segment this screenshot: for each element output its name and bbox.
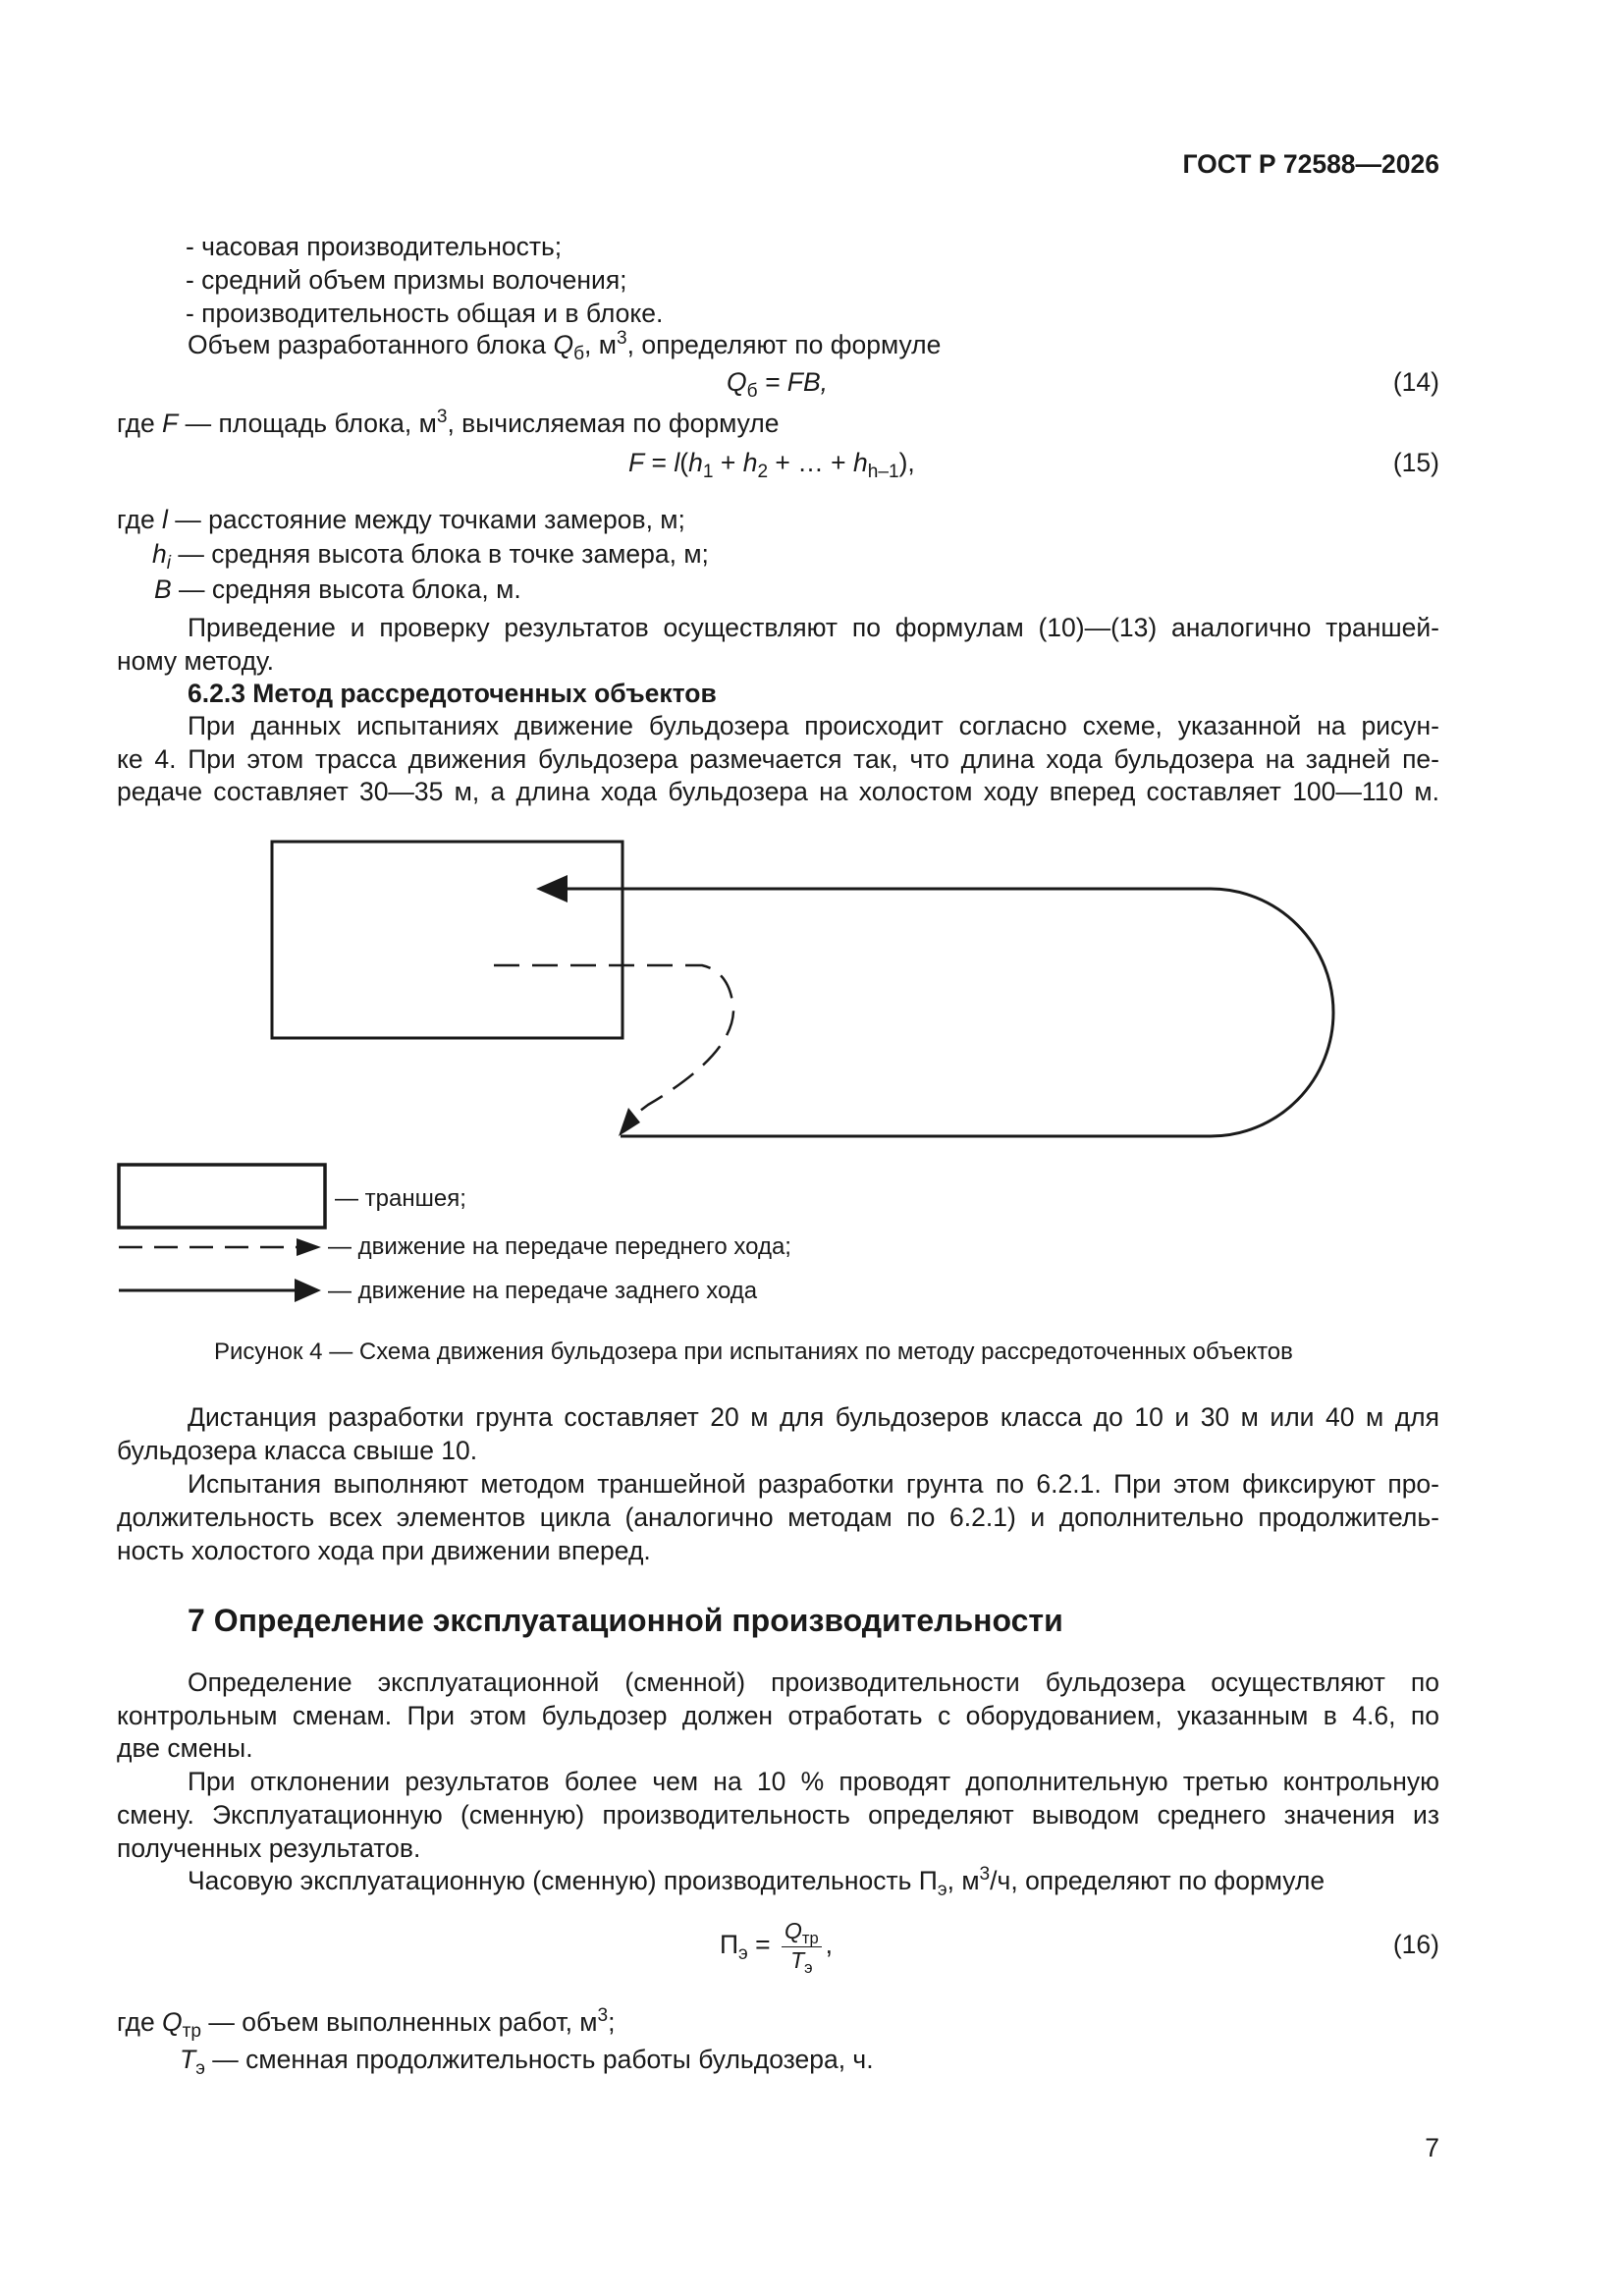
paragraph-definition-line: две смены. bbox=[117, 1733, 253, 1763]
paragraph-block-area: где F — площадь блока, $м^3$, вычисляемая по формуле bbox=[117, 407, 780, 438]
paragraph-tests-line: ность холостого хода при движении вперед. bbox=[117, 1536, 651, 1565]
legend-reverse-arrowhead bbox=[295, 1279, 321, 1302]
paragraph-results-line: Приведение и проверку результатов осуществляют по формулам (10)—(13) аналогично траншей- bbox=[188, 613, 1439, 642]
paragraph-distance-line: бульдозера класса свыше 10. bbox=[117, 1436, 478, 1465]
paragraph-tests-line: должительность всех элементов цикла (аналогично методам по 6.2.1) и дополнительно продолжитель- bbox=[117, 1503, 1439, 1532]
paragraph-method-line: редаче составляет 30—35 м, а длина хода бульдозера на холостом ходу вперед составляет 100—110 м. bbox=[117, 777, 1439, 806]
legend-trench-symbol bbox=[119, 1165, 325, 1228]
section-heading: 7 Определение эксплуатационной производительности bbox=[188, 1603, 1063, 1638]
list-item: - средний объем призмы волочения; bbox=[186, 265, 627, 295]
definition-te: $T_э$ — сменная продолжительность работы бульдозера, ч. bbox=[180, 2045, 874, 2080]
reverse-arrowhead bbox=[536, 875, 568, 902]
paragraph-results-line: ному методу. bbox=[117, 646, 274, 676]
formula-14-number: (14) bbox=[1392, 367, 1439, 397]
forward-arrowhead bbox=[619, 1108, 640, 1136]
paragraph-definition-line: контрольным сменам. При этом бульдозер должен отработать с оборудованием, указанным в 4.6, по bbox=[117, 1701, 1439, 1730]
block-rectangle bbox=[272, 842, 622, 1038]
legend-trench-label: — траншея; bbox=[335, 1185, 466, 1212]
paragraph-method-line: ке 4. При этом трасса движения бульдозера размечается так, что длина хода бульдозера на задней пе- bbox=[117, 744, 1439, 774]
fraction: $\frac{Q_{тр}}{T_э}$ bbox=[782, 1918, 822, 1976]
list-item: - часовая производительность; bbox=[186, 232, 563, 261]
legend-forward-arrowhead bbox=[297, 1238, 321, 1256]
paragraph-definition-line: Определение эксплуатационной (сменной) производительности бульдозера осуществляют по bbox=[188, 1667, 1439, 1697]
formula-15: $F = l(h_1 + h_2$ + … + $h_{h-1}$), bbox=[628, 448, 915, 483]
forward-motion-path bbox=[494, 965, 733, 1117]
formula-16-number: (16) bbox=[1392, 1930, 1439, 1959]
formula-16: $П_э$ = $\frac{Q_{тр}}{T_э}$ , bbox=[720, 1917, 834, 1977]
paragraph-block-volume: Объем разработанного блока $Q_б$, $м^3$, определяют по формуле bbox=[188, 328, 942, 365]
definition-hi: $h_i$ — средняя высота блока в точке замера, м; bbox=[152, 539, 709, 574]
formula-14: $Q_б$ = FB, bbox=[727, 367, 828, 403]
figure-caption: Рисунок 4 — Схема движения бульдозера при испытаниях по методу рассредоточенных объектов bbox=[214, 1339, 1293, 1365]
reverse-motion-path bbox=[568, 889, 1333, 1136]
page-number: 7 bbox=[1425, 2133, 1439, 2162]
definition-l: где l — расстояние между точками замеров, м; bbox=[117, 505, 685, 534]
definition-b: B — средняя высота блока, м. bbox=[154, 574, 521, 604]
formula-15-number: (15) bbox=[1392, 448, 1439, 477]
paragraph-deviation-line: полученных результатов. bbox=[117, 1833, 421, 1863]
paragraph-method-line: При данных испытаниях движение бульдозера происходит согласно схеме, указанной на рисун- bbox=[188, 711, 1439, 740]
legend-reverse-label: — движение на передаче заднего хода bbox=[328, 1278, 758, 1304]
subsection-heading: 6.2.3 Метод рассредоточенных объектов bbox=[188, 679, 717, 708]
paragraph-tests-line: Испытания выполняют методом траншейной разработки грунта по 6.2.1. При этом фиксируют про- bbox=[188, 1469, 1439, 1499]
legend-forward-label: — движение на передаче переднего хода; bbox=[328, 1233, 791, 1260]
definition-qtr: где $Q_{тр}$ — объем выполненных работ, $м^3$; bbox=[117, 2005, 616, 2043]
document-code: ГОСТ Р 72588—2026 bbox=[1182, 149, 1439, 179]
paragraph-deviation-line: При отклонении результатов более чем на 10 % проводят дополнительную третью контрольную bbox=[188, 1767, 1439, 1796]
paragraph-deviation-line: смену. Эксплуатационную (сменную) производительность определяют выводом среднего значения из bbox=[117, 1800, 1439, 1830]
list-item: - производительность общая и в блоке. bbox=[186, 299, 664, 328]
paragraph-hourly: Часовую эксплуатационную (сменную) производительность $П_э$, $м^3/ч$, определяют по формуле bbox=[188, 1864, 1325, 1901]
paragraph-distance-line: Дистанция разработки грунта составляет 20 м для бульдозеров класса до 10 и 30 м или 40 м для bbox=[188, 1402, 1439, 1432]
